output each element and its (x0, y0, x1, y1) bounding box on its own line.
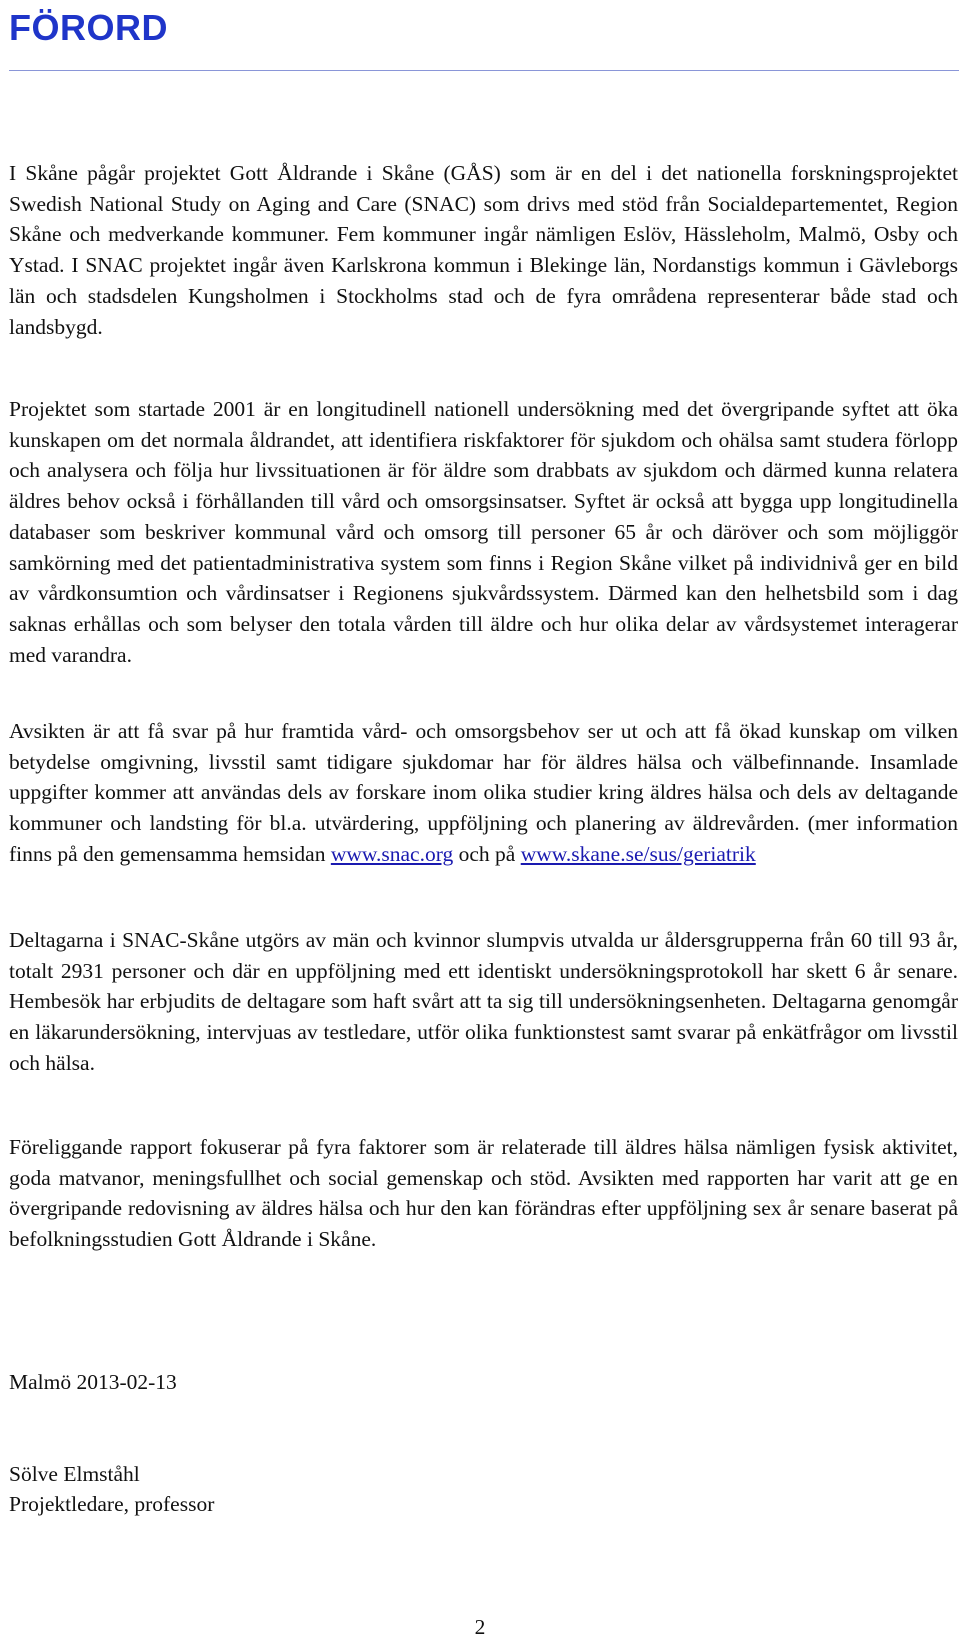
paragraph-participants: Deltagarna i SNAC-Skåne utgörs av män och kvinnor slumpvis utvalda ur åldersgrupperna från 60 till 93 år, totalt 2931 personer och där en uppföljning med ett identiskt undersökningsprotokoll har skett 6 år senare. Hembesök har erbjudits de deltagare som haft svårt att ta sig till undersökningsenheten. Deltagarna genomgår en läkarundersökning, intervjuas av testledare, utför olika funktionstest samt svarar på enkätfrågor om livsstil och hälsa. (9, 928, 958, 1075)
paragraph-project: Projektet som startade 2001 är en longitudinell nationell undersökning med det övergripande syftet att öka kunskapen om det normala åldrandet, att identifiera riskfaktorer för sjukdom och ohälsa samt studera förlopp och analysera och följa hur livssituationen är för äldre som drabbats av sjukdom och därmed kunna relatera äldres behov också i förhållanden till vård och omsorgsinsatser. Syftet är också att bygga upp longitudinella databaser som beskriver kommunal vård och omsorg till personer 65 år och däröver och som möjliggör samkörning med det patientadministrativa system som finns i Region Skåne vilket på individnivå ger en bild av vårdkonsumtion och vårdinsatser i Regionens sjukvårdssystem. Därmed kan den helhetsbild som i dag saknas erhållas och som belyser den totala vården till äldre och hur olika delar av vårdsystemet interagerar med varandra. (9, 397, 958, 667)
heading-divider (9, 70, 959, 71)
signature-name: Sölve Elmståhl (9, 1462, 140, 1486)
place-date: Malmö 2013-02-13 (9, 1370, 177, 1394)
paragraph-intro: I Skåne pågår projektet Gott Åldrande i Skåne (GÅS) som är en del i det nationella forskningsprojektet Swedish National Study on Aging and Care (SNAC) som drivs med stöd från Socialdepartementet, Region Skåne och medverkande kommuner. Fem kommuner ingår nämligen Eslöv, Hässleholm, Malmö, Osby och Ystad. I SNAC projektet ingår även Karlskrona kommun i Blekinge län, Nordanstigs kommun i Gävleborgs län och stadsdelen Kungsholmen i Stockholms stad och de fyra områdena representerar både stad och landsbygd. (9, 161, 958, 339)
skane-geriatrik-link[interactable]: www.skane.se/sus/geriatrik (520, 841, 756, 866)
signature-role: Projektledare, professor (9, 1492, 215, 1516)
paragraph-purpose (9, 716, 958, 870)
purpose-connector: och på (453, 841, 521, 866)
page-title: FÖRORD (9, 7, 168, 48)
purpose-text: Avsikten är att få svar på hur framtida vård- och omsorgsbehov ser ut och att få ökad kunskap om vilken betydelse omgivning, livsstil samt tidigare sjukdomar har för äldres hälsa och välbefinnande. Insamlade uppgifter kommer att användas dels av forskare inom olika studier kring äldres hälsa och dels av deltagande kommuner och landsting för bl.a. utvärdering, uppföljning och planering av äldrevården. (mer information finns på den gemensamma hemsidan (9, 719, 958, 866)
snac-link[interactable]: www.snac.org (330, 841, 454, 866)
page-number: 2 (474, 1615, 486, 1639)
paragraph-report: Föreliggande rapport fokuserar på fyra faktorer som är relaterade till äldres hälsa nämligen fysisk aktivitet, goda matvanor, meningsfullhet och social gemenskap och stöd. Avsikten med rapporten har varit att ge en övergripande redovisning av äldres hälsa och hur den kan förändras efter uppföljning sex år senare baserat på befolkningsstudien Gott Åldrande i Skåne. (9, 1135, 958, 1252)
